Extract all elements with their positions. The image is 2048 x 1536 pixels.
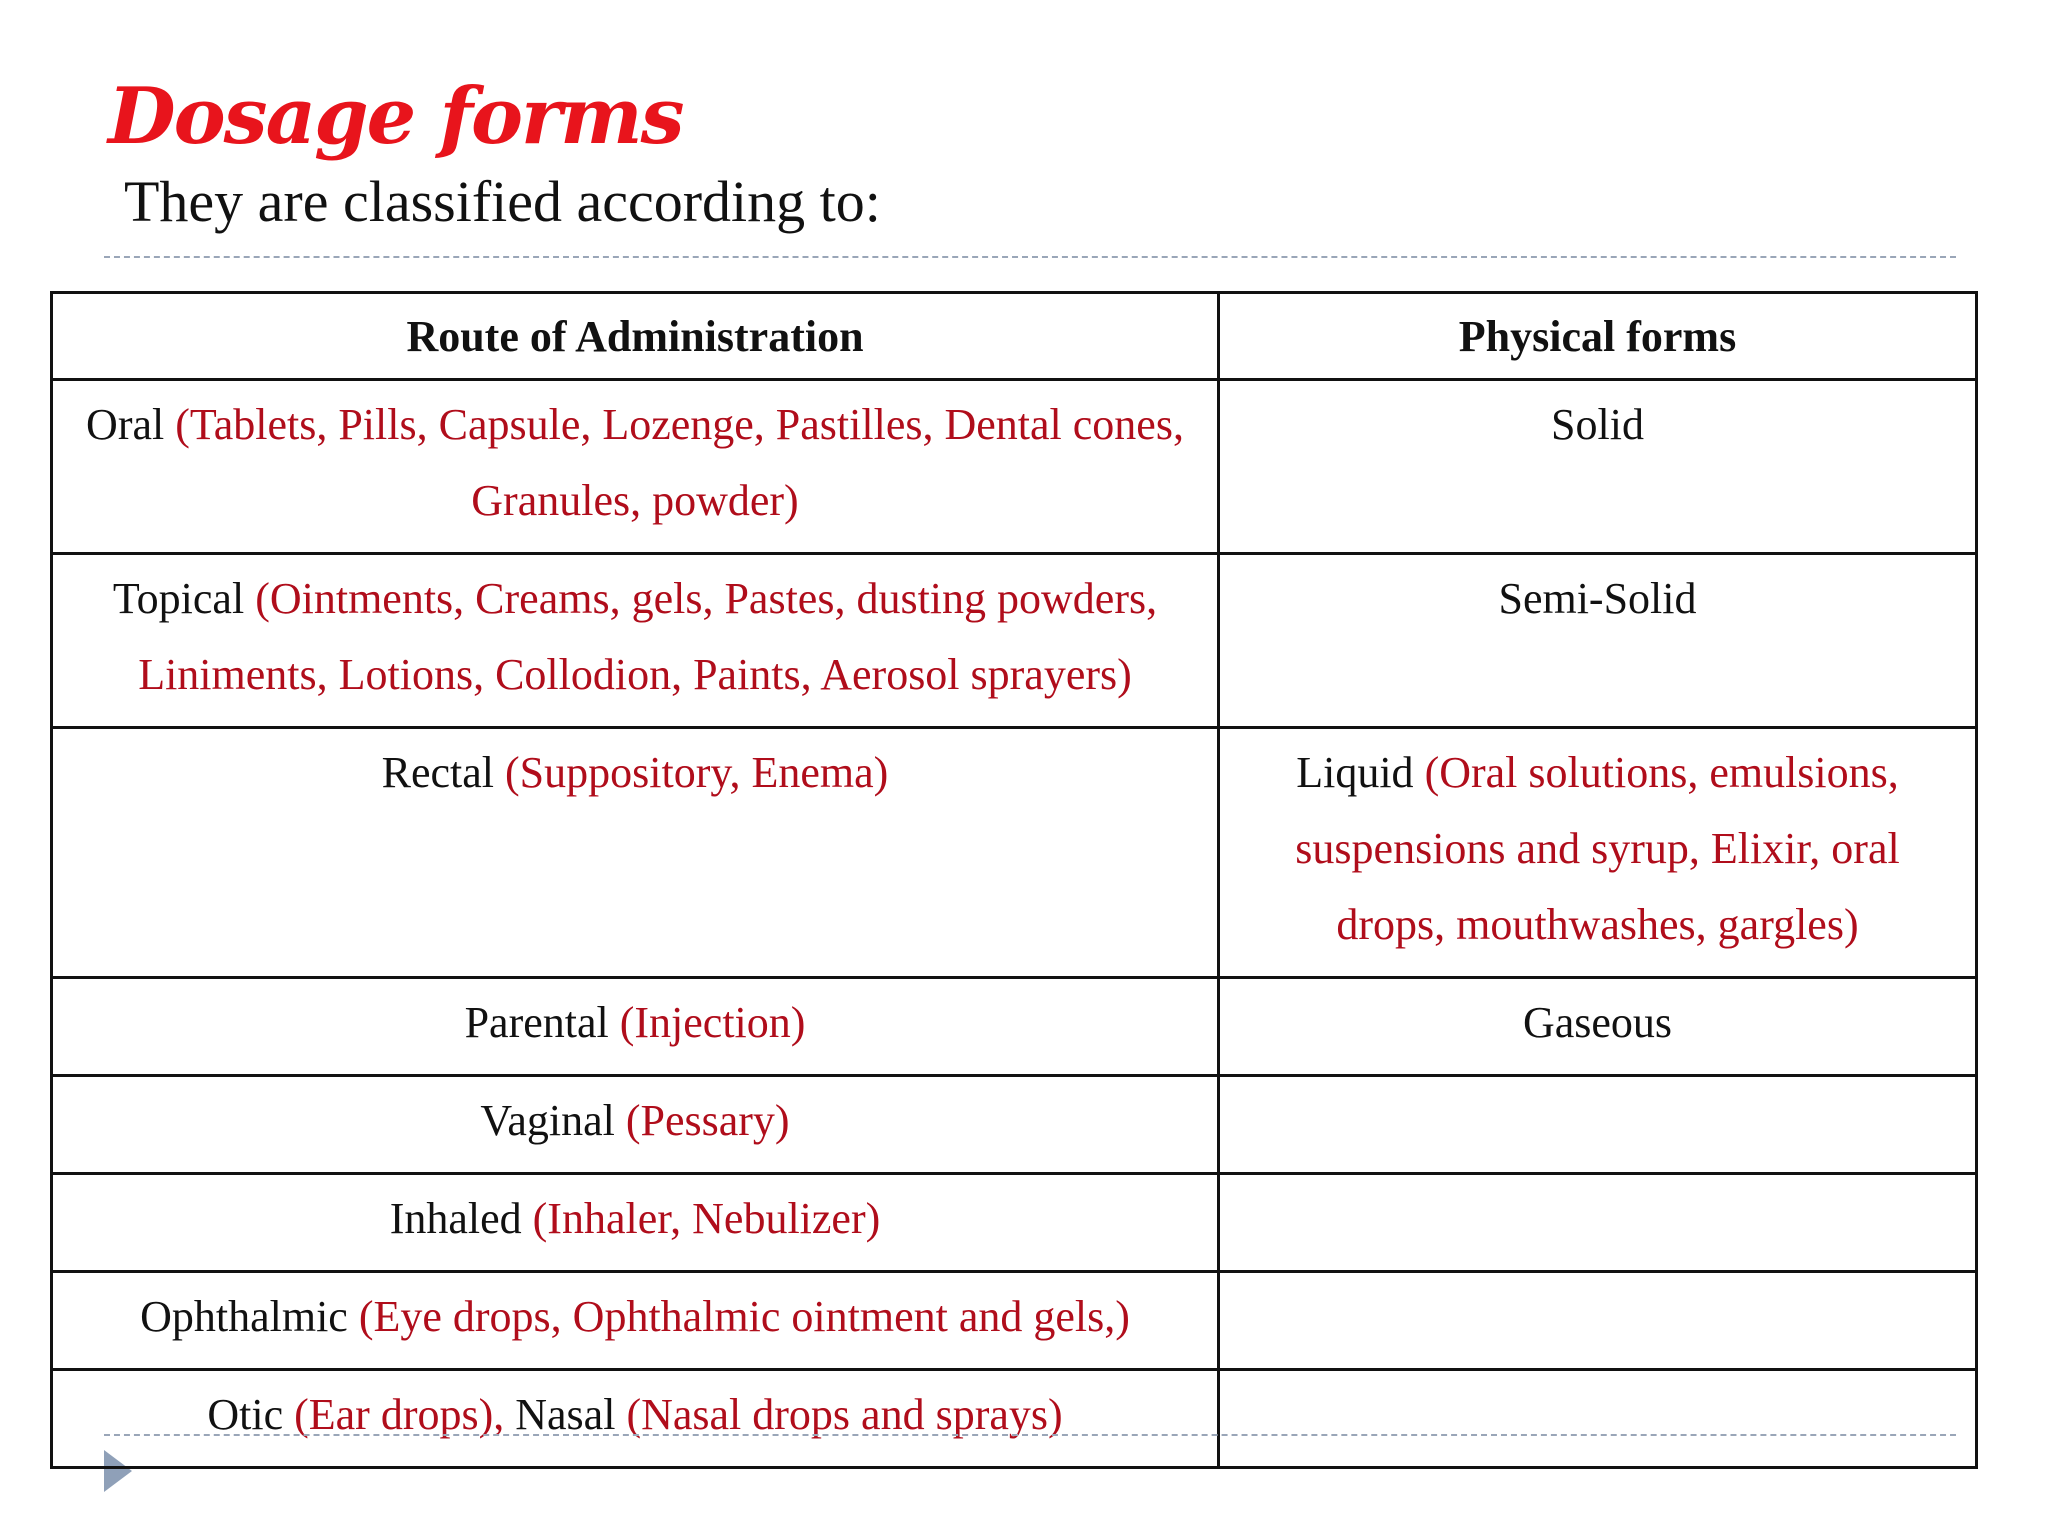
route-term: Oral [86,400,165,449]
route-term: Otic [207,1390,284,1439]
table-row [52,380,1977,554]
table-row [52,1370,1977,1468]
route-cell [52,1174,1219,1272]
route-cell [52,978,1219,1076]
physical-cell-empty [1219,1272,1977,1370]
route-cell [52,1370,1219,1468]
route-term: Parental [464,998,609,1047]
route-examples-secondary: (Nasal drops and sprays) [626,1390,1063,1439]
route-examples: (Ointments, Creams, gels, Pastes, dusting powders, Liniments, Lotions, Collodion, Paints, Aerosol sprayers) [138,574,1158,699]
route-term: Inhaled [389,1194,522,1243]
route-examples: (Inhaler, Nebulizer) [532,1194,881,1243]
physical-cell [1219,380,1977,554]
physical-cell [1219,728,1977,978]
route-cell [52,554,1219,728]
route-examples: (Pessary) [625,1096,790,1145]
physical-term: Gaseous [1522,998,1673,1047]
bottom-dashed-divider [104,1434,1956,1436]
route-examples: (Tablets, Pills, Capsule, Lozenge, Pastilles, Dental cones, Granules, powder) [175,400,1184,525]
physical-term: Liquid [1296,748,1414,797]
route-cell [52,1076,1219,1174]
route-cell [52,728,1219,978]
top-dashed-divider [104,256,1956,258]
route-term: Topical [112,574,245,623]
table-row [52,728,1977,978]
route-examples: (Suppository, Enema) [505,748,889,797]
table-row [52,1076,1977,1174]
table-row [52,1272,1977,1370]
physical-cell-empty [1219,1174,1977,1272]
route-cell [52,380,1219,554]
header-route-of-administration: Route of Administration [52,293,1219,380]
table-row [52,978,1977,1076]
slide-title: Dosage forms [108,71,683,162]
dosage-forms-table [50,291,1978,1469]
route-examples: (Injection) [619,998,806,1047]
route-term: Rectal [381,748,495,797]
physical-cell-empty [1219,1076,1977,1174]
physical-term: Solid [1551,400,1644,449]
route-cell [52,1272,1219,1370]
route-term-secondary: Nasal [515,1390,616,1439]
physical-cell [1219,978,1977,1076]
physical-examples: (Oral solutions, emulsions, suspensions and syrup, Elixir, oral drops, mouthwashes, gargles) [1295,748,1900,949]
physical-cell-empty [1219,1370,1977,1468]
route-term: Vaginal [480,1096,615,1145]
physical-term: Semi-Solid [1498,574,1697,623]
table-row [52,1174,1977,1272]
route-examples: (Ear drops), [294,1390,505,1439]
slide-subtitle: They are classified according to: [124,169,881,234]
table-row [52,554,1977,728]
route-examples: (Eye drops, Ophthalmic ointment and gels,) [358,1292,1130,1341]
table-header-row [52,293,1977,380]
header-physical-forms: Physical forms [1219,293,1977,380]
physical-cell [1219,554,1977,728]
route-term: Ophthalmic [140,1292,348,1341]
